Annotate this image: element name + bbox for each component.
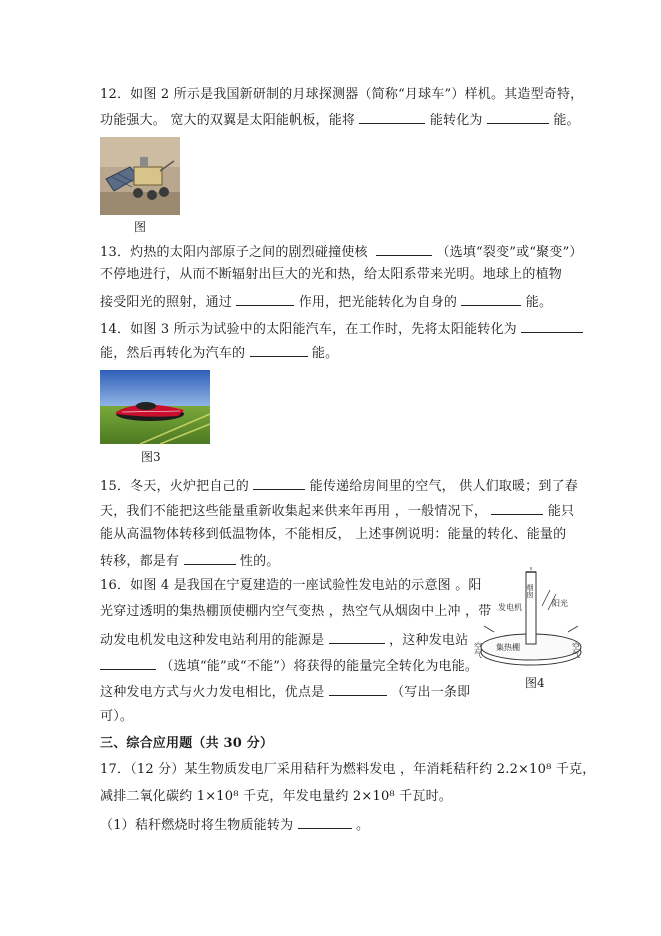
diagram-label-generator: 发电机 bbox=[498, 603, 522, 612]
q15-line1-text-a: 15．冬天，火炉把自己的 bbox=[100, 479, 249, 494]
q15-line2-text-b: 能只 bbox=[547, 504, 575, 519]
lunar-rover-image bbox=[100, 137, 180, 215]
q15-line1 bbox=[100, 476, 578, 496]
q15-line2 bbox=[100, 501, 574, 521]
section-3-title: 三、综合应用题（共 30 分） bbox=[100, 736, 274, 751]
q16-blank-2[interactable] bbox=[100, 656, 156, 670]
q12-blank-2[interactable] bbox=[487, 110, 549, 124]
diagram-label-air-left: 空气 bbox=[473, 642, 483, 658]
q15-blank-2[interactable] bbox=[491, 501, 543, 515]
q15-line4-text-a: 转移，都是有 bbox=[100, 554, 180, 569]
diagram-label-sunlight: 阳光 bbox=[552, 599, 568, 608]
q12-figure-label: 图 bbox=[134, 220, 147, 234]
q16-line4 bbox=[100, 656, 478, 676]
diagram-label-chimney: 烟囱 bbox=[526, 584, 534, 598]
q14-line2-text-a: 能，然后再转化为汽车的 bbox=[100, 346, 246, 361]
q13-line3-text-a: 接受阳光的照射，通过 bbox=[100, 295, 233, 310]
q14-figure-label: 图3 bbox=[141, 450, 161, 464]
q16-line3-text-b: ，这种发电站 bbox=[389, 633, 469, 648]
q15-line4 bbox=[100, 551, 280, 571]
q12-line2-text-a: 功能强大。 宽大的双翼是太阳能帆板，能将 bbox=[100, 113, 356, 128]
q14-line2-text-b: 能。 bbox=[311, 346, 339, 361]
q13-line2: 不停地进行，从而不断辐射出巨大的光和热，给太阳系带来光明。地球上的植物 bbox=[100, 267, 563, 282]
q12-blank-1[interactable] bbox=[359, 110, 425, 124]
q15-line3: 能从高温物体转移到低温物体，不能相反， 上述事例说明：能量的转化、能量的 bbox=[100, 527, 567, 542]
q16-line1: 16．如图 4 是我国在宁夏建造的一座试验性发电站的示意图 。阳 bbox=[100, 578, 482, 593]
power-station-diagram bbox=[473, 566, 584, 670]
q12-line1: 12．如图 2 所示是我国新研制的月球探测器（简称“月球车”）样机。其造型奇特， bbox=[100, 87, 584, 102]
q13-line3-text-b: 作用，把光能转化为自身的 bbox=[298, 295, 458, 310]
q14-blank-1[interactable] bbox=[521, 319, 583, 333]
q15-blank-3[interactable] bbox=[184, 551, 236, 565]
q16-line5 bbox=[100, 682, 470, 702]
q16-blank-3[interactable] bbox=[329, 682, 387, 696]
solar-car-photo bbox=[100, 370, 210, 444]
q15-blank-1[interactable] bbox=[253, 476, 305, 490]
q17-sub1 bbox=[100, 815, 369, 835]
q13-line1 bbox=[100, 242, 583, 262]
diagram-label-air-right: 空气 bbox=[571, 642, 581, 658]
q14-line1-text-a: 14．如图 3 所示为试验中的太阳能汽车，在工作时，先将太阳能转化为 bbox=[100, 322, 517, 337]
q15-line2-text-a: 天，我们不能把这些能量重新收集起来供来年再用 ，一般情况下， bbox=[100, 504, 488, 519]
q16-line3-text-a: 动发电机发电这种发电站利用的能源是 bbox=[100, 633, 325, 648]
q13-blank-3[interactable] bbox=[461, 292, 521, 306]
q16-line6: 可）。 bbox=[100, 709, 134, 724]
q15-line1-text-b: 能传递给房间里的空气， 供人们取暖；到了春 bbox=[309, 479, 578, 494]
q16-figure-label: 图4 bbox=[525, 676, 545, 690]
q16-line5-text-b: （写出一条即 bbox=[391, 685, 471, 700]
q13-line3 bbox=[100, 292, 552, 312]
q13-line3-text-c: 能。 bbox=[525, 295, 553, 310]
q16-line4-text-b: （选填“能”或“不能”）将获得的能量完全转化为电能。 bbox=[160, 659, 479, 674]
power-station-svg bbox=[473, 566, 584, 670]
solar-car-image bbox=[100, 370, 210, 444]
q17-sub1-text-a: （1）秸秆燃烧时将生物质能转为 bbox=[100, 818, 294, 833]
q16-line3 bbox=[100, 630, 468, 650]
q16-blank-1[interactable] bbox=[329, 630, 385, 644]
q14-line1 bbox=[100, 319, 583, 339]
q15-line4-text-b: 性的。 bbox=[239, 554, 280, 569]
q13-line1-text-b: （选填“裂变”或“聚变”） bbox=[436, 245, 583, 260]
q17-line1: 17．（12 分）某生物质发电厂采用秸秆为燃料发电 ，年消耗秸秆约 2.2×10⁸ 千克， bbox=[100, 762, 596, 777]
q14-blank-2[interactable] bbox=[250, 343, 308, 357]
q13-blank-1[interactable] bbox=[376, 242, 432, 256]
q14-line2 bbox=[100, 343, 338, 363]
q17-blank-1[interactable] bbox=[298, 815, 352, 829]
diagram-label-shed: 集热棚 bbox=[496, 643, 520, 652]
lunar-rover-photo bbox=[100, 137, 180, 215]
q13-line1-text-a: 13．灼热的太阳内部原子之间的剧烈碰撞使核 bbox=[100, 245, 368, 260]
q13-blank-2[interactable] bbox=[236, 292, 294, 306]
q12-line2-text-c: 能。 bbox=[553, 113, 580, 128]
q12-line2 bbox=[100, 110, 580, 130]
q17-line2: 减排二氧化碳约 1×10⁸ 千克，年发电量约 2×10⁸ 千瓦时。 bbox=[100, 789, 452, 804]
q16-line5-text-a: 这种发电方式与火力发电相比，优点是 bbox=[100, 685, 325, 700]
q12-line2-text-b: 能转化为 bbox=[429, 113, 483, 128]
q16-line2: 光穿过透明的集热棚顶使棚内空气变热 ，热空气从烟囱中上冲 ，带 bbox=[100, 604, 492, 619]
q17-sub1-text-b: 。 bbox=[355, 818, 370, 833]
